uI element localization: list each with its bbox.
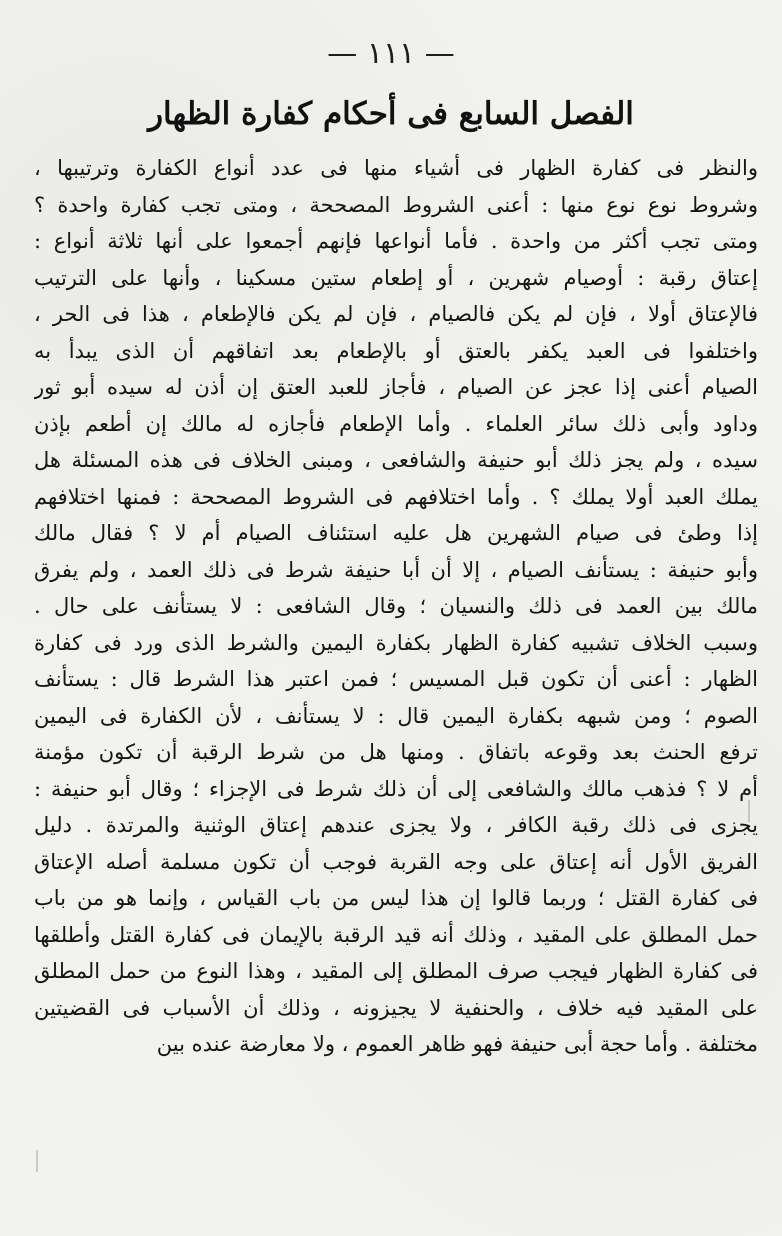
text-line: يملك العبد أولا يملك ؟ . وأما اختلافهم فى الشروط المصححة : فمنها اختلافهم (34, 484, 758, 509)
text-line: أم لا ؟ فذهب مالك والشافعى إلى أن ذلك شرط فى الإجزاء ؛ وقال أبو حنيفة : (34, 776, 758, 801)
text-line: إذا وطئ فى صيام الشهرين هل عليه استئناف الصيام أم لا ؟ فقال مالك (34, 521, 758, 545)
text-line: الفريق الأول أنه إعتاق على وجه القربة فوجب أن تكون مسلمة أصله الإعتاق (34, 849, 758, 874)
text-line: حمل المطلق على المقيد ، وذلك أنه قيد الرقبة بالإيمان فى كفارة القتل وأطلقها (34, 922, 758, 947)
margin-mark (748, 800, 750, 822)
text-line: وسبب الخلاف تشبيه كفارة الظهار بكفارة اليمين والشرط الذى ورد فى كفارة (34, 630, 758, 655)
text-line: على المقيد فيه خلاف ، والحنفية لا يجيزونه ، وذلك أن الأسباب فى القضيتين (34, 995, 758, 1020)
text-line: فالإعتاق أولا ، فإن لم يكن فالصيام ، فإن لم يكن فالإطعام ، هذا فى الحر ، (34, 302, 758, 326)
text-line: الظهار : أعنى أن تكون قبل المسيس ؛ فمن اعتبر هذا الشرط قال : يستأنف (34, 667, 758, 691)
text-line: إعتاق رقبة : أوصيام شهرين ، أو إطعام ستين مسكينا ، وأنها على الترتيب (34, 265, 758, 290)
text-line: الصيام أعنى إذا عجز عن الصيام ، فأجاز للعبد العتق إن أذن له سيده أبو ثور (34, 375, 758, 399)
text-line: ترفع الحنث بعد وقوعه باتفاق . ومنها هل من شرط الرقبة أن تكون مؤمنة (34, 740, 758, 764)
body-text (34, 150, 758, 1063)
text-line: فى كفارة الظهار فيجب صرف المطلق إلى المقيد ، وهذا النوع من حمل المطلق (34, 959, 758, 983)
text-line: وأبو حنيفة : يستأنف الصيام ، إلا أن أبا حنيفة شرط فى ذلك العمد ، ولم يفرق (34, 557, 758, 582)
text-line: يجزى فى ذلك رقبة الكافر ، ولا يجزى عندهم إعتاق الوثنية والمرتدة . دليل (34, 813, 758, 837)
text-line: وشروط نوع نوع منها : أعنى الشروط المصححة ، ومتى تجب كفارة واحدة ؟ (34, 192, 758, 217)
page-number: — ١١١ — (327, 36, 455, 71)
text-line: مختلفة . وأما حجة أبى حنيفة فهو ظاهر العموم ، ولا معارضة عنده بين (156, 1032, 758, 1056)
text-line: واختلفوا فى العبد يكفر بالعتق أو بالإطعام بعد اتفاقهم أن الذى يبدأ به (34, 338, 758, 363)
text-line: الصوم ؛ ومن شبهه بكفارة اليمين قال : لا يستأنف ، لأن الكفارة فى اليمين (34, 703, 758, 728)
chapter-title: الفصل السابع فى أحكام كفارة الظهار (148, 96, 634, 132)
text-line: وداود وأبى ذلك سائر العلماء . وأما الإطعام فأجازه له مالك إن أطعم بإذن (34, 411, 758, 436)
text-line: سيده ، ولم يجز ذلك أبو حنيفة والشافعى ، ومبنى الخلاف فى هذه المسئلة هل (34, 448, 758, 472)
text-line: ومتى تجب أكثر من واحدة . فأما أنواعها فإنهم أجمعوا على أنها ثلاثة أنواع : (34, 229, 758, 253)
text-line: والنظر فى كفارة الظهار فى أشياء منها فى عدد أنواع الكفارة وترتيبها ، (34, 156, 758, 180)
text-line: مالك بين العمد فى ذلك والنسيان ؛ وقال الشافعى : لا يستأنف على حال . (34, 594, 758, 618)
text-line: فى كفارة القتل ؛ وربما قالوا إن هذا ليس من باب القياس ، وإنما هو من باب (34, 886, 758, 910)
margin-mark (36, 1150, 38, 1172)
